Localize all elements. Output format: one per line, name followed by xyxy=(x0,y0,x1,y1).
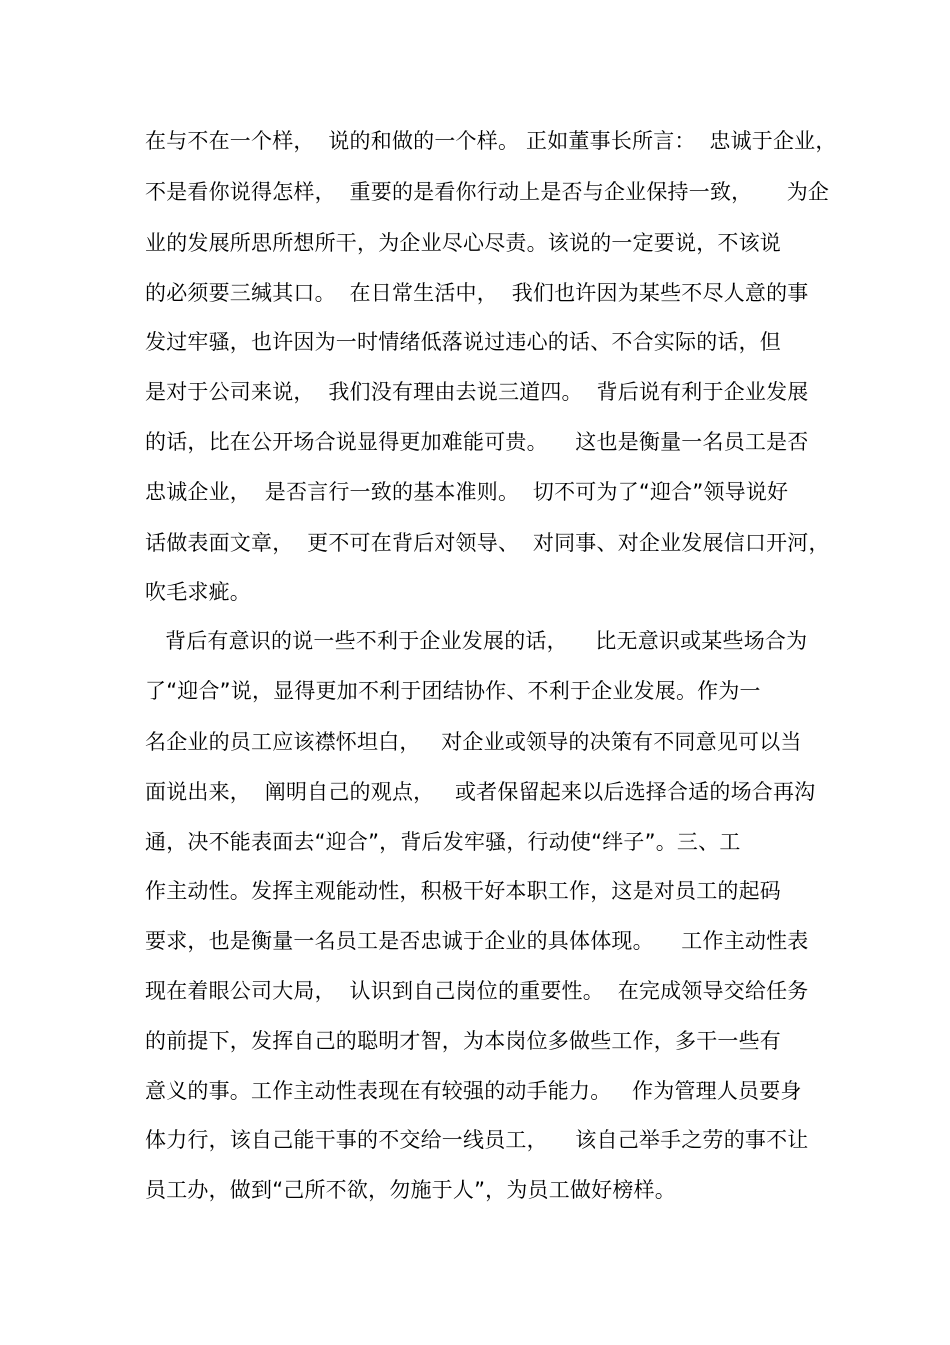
text-line: 是对于公司来说， 我们没有理由去说三道四。 背后说有利于企业发展 xyxy=(145,380,809,404)
text-line: 面说出来， 阐明自己的观点， 或者保留起来以后选择合适的场合再沟 xyxy=(145,780,816,804)
text-line: 的话，比在公开场合说显得更加难能可贵。 这也是衡量一名员工是否 xyxy=(145,430,809,454)
text-line: 了“迎合”说，显得更加不利于团结协作、不利于企业发展。作为一 xyxy=(145,679,761,703)
text-line: 话做表面文章， 更不可在背后对领导、 对同事、对企业发展信口开河， xyxy=(145,531,830,555)
text-line: 要求，也是衡量一名员工是否忠诚于企业的具体体现。 工作主动性表 xyxy=(145,929,809,953)
paragraph-first-line: 背后有意识的说一些不利于企业发展的话， 比无意识或某些场合为 xyxy=(165,629,808,653)
text-line: 吹毛求疵。 xyxy=(145,580,251,604)
text-line: 作主动性。发挥主观能动性，积极干好本职工作，这是对员工的起码 xyxy=(145,879,781,903)
text-line: 的必须要三缄其口。 在日常生活中， 我们也许因为某些不尽人意的事 xyxy=(145,281,809,305)
text-line: 忠诚企业， 是否言行一致的基本准则。 切不可为了“迎合”领导说好 xyxy=(145,480,789,504)
text-line: 体力行，该自己能干事的不交给一线员工， 该自己举手之劳的事不让 xyxy=(145,1128,809,1152)
text-line: 意义的事。工作主动性表现在有较强的动手能力。 作为管理人员要身 xyxy=(145,1079,802,1103)
text-line: 的前提下，发挥自己的聪明才智，为本岗位多做些工作，多干一些有 xyxy=(145,1029,781,1053)
text-line: 名企业的员工应该襟怀坦白， 对企业或领导的决策有不同意见可以当 xyxy=(145,730,802,754)
text-line: 在与不在一个样， 说的和做的一个样。 正如董事长所言： 忠诚于企业， xyxy=(145,129,837,153)
text-line: 通，决不能表面去“迎合”，背后发牢骚，行动使“绊子”。三、工 xyxy=(145,830,741,854)
text-line: 发过牢骚，也许因为一时情绪低落说过违心的话、不合实际的话，但 xyxy=(145,330,781,354)
text-line: 业的发展所思所想所干，为企业尽心尽责。该说的一定要说，不该说 xyxy=(145,231,781,255)
text-line: 不是看你说得怎样， 重要的是看你行动上是否与企业保持一致， 为企 xyxy=(145,180,830,204)
text-line: 员工办，做到“己所不欲，勿施于人”，为员工做好榜样。 xyxy=(145,1178,676,1202)
text-line: 现在着眼公司大局， 认识到自己岗位的重要性。 在完成领导交给任务 xyxy=(145,979,809,1003)
